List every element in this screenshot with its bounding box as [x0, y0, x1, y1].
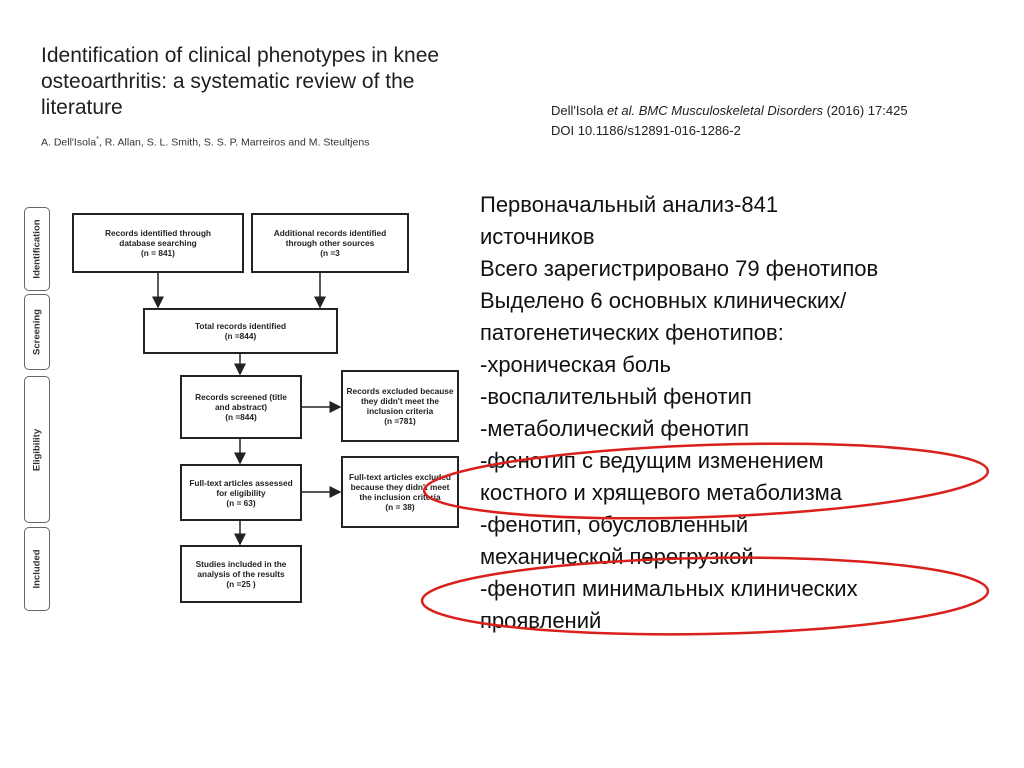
summary-line: -фенотип минимальных клинических [480, 576, 858, 601]
box-line: because they didn't meet [350, 482, 450, 492]
phase-label: Identification [31, 219, 43, 279]
box-line: Full-text articles assessed [189, 477, 293, 488]
paper-title-line-1: Identification of clinical phenotypes in knee [41, 44, 440, 67]
box-line: database searching [119, 238, 197, 248]
box-line: (n = 841) [141, 248, 175, 258]
phase-label: Screening [31, 309, 43, 355]
phase-label: Included [31, 549, 43, 589]
box-fulltext-assessed [180, 464, 302, 521]
summary-line: источников [480, 224, 595, 249]
box-line: they didn't meet the [360, 396, 440, 406]
box-other-records [251, 213, 409, 273]
citation-year: (2016) 17:425 [822, 103, 908, 118]
summary-line: патогенетических фенотипов: [480, 320, 784, 345]
box-studies-included [180, 545, 302, 603]
box-line: analysis of the results [197, 569, 285, 579]
box-line: through other sources [285, 238, 375, 248]
citation-line [551, 101, 908, 121]
box-records-excluded [341, 370, 459, 442]
box-line: (n = 63) [226, 497, 256, 508]
box-line: Records screened (title [195, 392, 287, 402]
summary-line: -фенотип, обусловленный [480, 512, 749, 537]
citation-journal: et al. BMC Musculoskeletal Disorders [606, 103, 823, 118]
box-line: Studies included in the [195, 559, 287, 569]
box-line: and abstract) [214, 402, 268, 412]
box-line: (n =844) [224, 331, 257, 341]
summary-line: проявлений [480, 608, 602, 633]
box-line: (n = 38) [385, 502, 415, 512]
phase-label: Eligibility [31, 428, 43, 471]
box-line: Full-text articles excluded [349, 472, 451, 482]
phase-included [24, 527, 50, 611]
box-fulltext-excluded [341, 456, 459, 528]
box-line: Records identified through [104, 228, 212, 238]
citation-doi: DOI 10.1186/s12891-016-1286-2 [551, 123, 741, 138]
box-line: the inclusion criteria [359, 492, 441, 502]
box-line: inclusion criteria [366, 406, 434, 416]
phase-eligibility [24, 376, 50, 523]
box-line: (n =3 [320, 248, 340, 258]
author-mark: * [96, 136, 99, 143]
paper-title-line-3: literature [41, 96, 123, 119]
summary-line: -хроническая боль [480, 352, 671, 377]
box-total-records [143, 308, 338, 354]
box-line: Additional records identified [273, 228, 387, 238]
box-line: Records excluded because [346, 386, 454, 396]
paper-authors [41, 136, 369, 149]
summary-line: Первоначальный анализ-841 [480, 192, 779, 217]
box-line: (n =25 ) [226, 579, 256, 589]
summary-line: Выделено 6 основных клинических/ [480, 288, 847, 313]
paper-title-line-2: osteoarthritis: a systematic review of the [41, 70, 415, 93]
author-first: A. Dell'Isola [41, 136, 97, 149]
summary-line: механической перегрузкой [480, 544, 754, 569]
box-line: (n =781) [384, 416, 416, 426]
box-line: Total records identified [194, 321, 287, 331]
summary-text [480, 189, 1000, 637]
citation-authors: Dell'Isola [551, 103, 607, 118]
box-database-records [72, 213, 244, 273]
phase-screening [24, 294, 50, 370]
box-line: (n =844) [225, 412, 257, 422]
phase-identification [24, 207, 50, 291]
citation [551, 101, 908, 141]
summary-line: -метаболический фенотип [480, 416, 750, 441]
summary-line: -воспалительный фенотип [480, 384, 752, 409]
summary-line: -фенотип с ведущим изменением [480, 448, 824, 473]
summary-line: Всего зарегистрировано 79 фенотипов [480, 256, 879, 281]
author-rest: , R. Allan, S. L. Smith, S. S. P. Marreiros and M. Steultjens [98, 136, 370, 149]
box-records-screened [180, 375, 302, 439]
box-line: for eligibility [216, 487, 266, 498]
summary-line: костного и хрящевого метаболизма [480, 480, 843, 505]
paper-title [41, 43, 521, 121]
